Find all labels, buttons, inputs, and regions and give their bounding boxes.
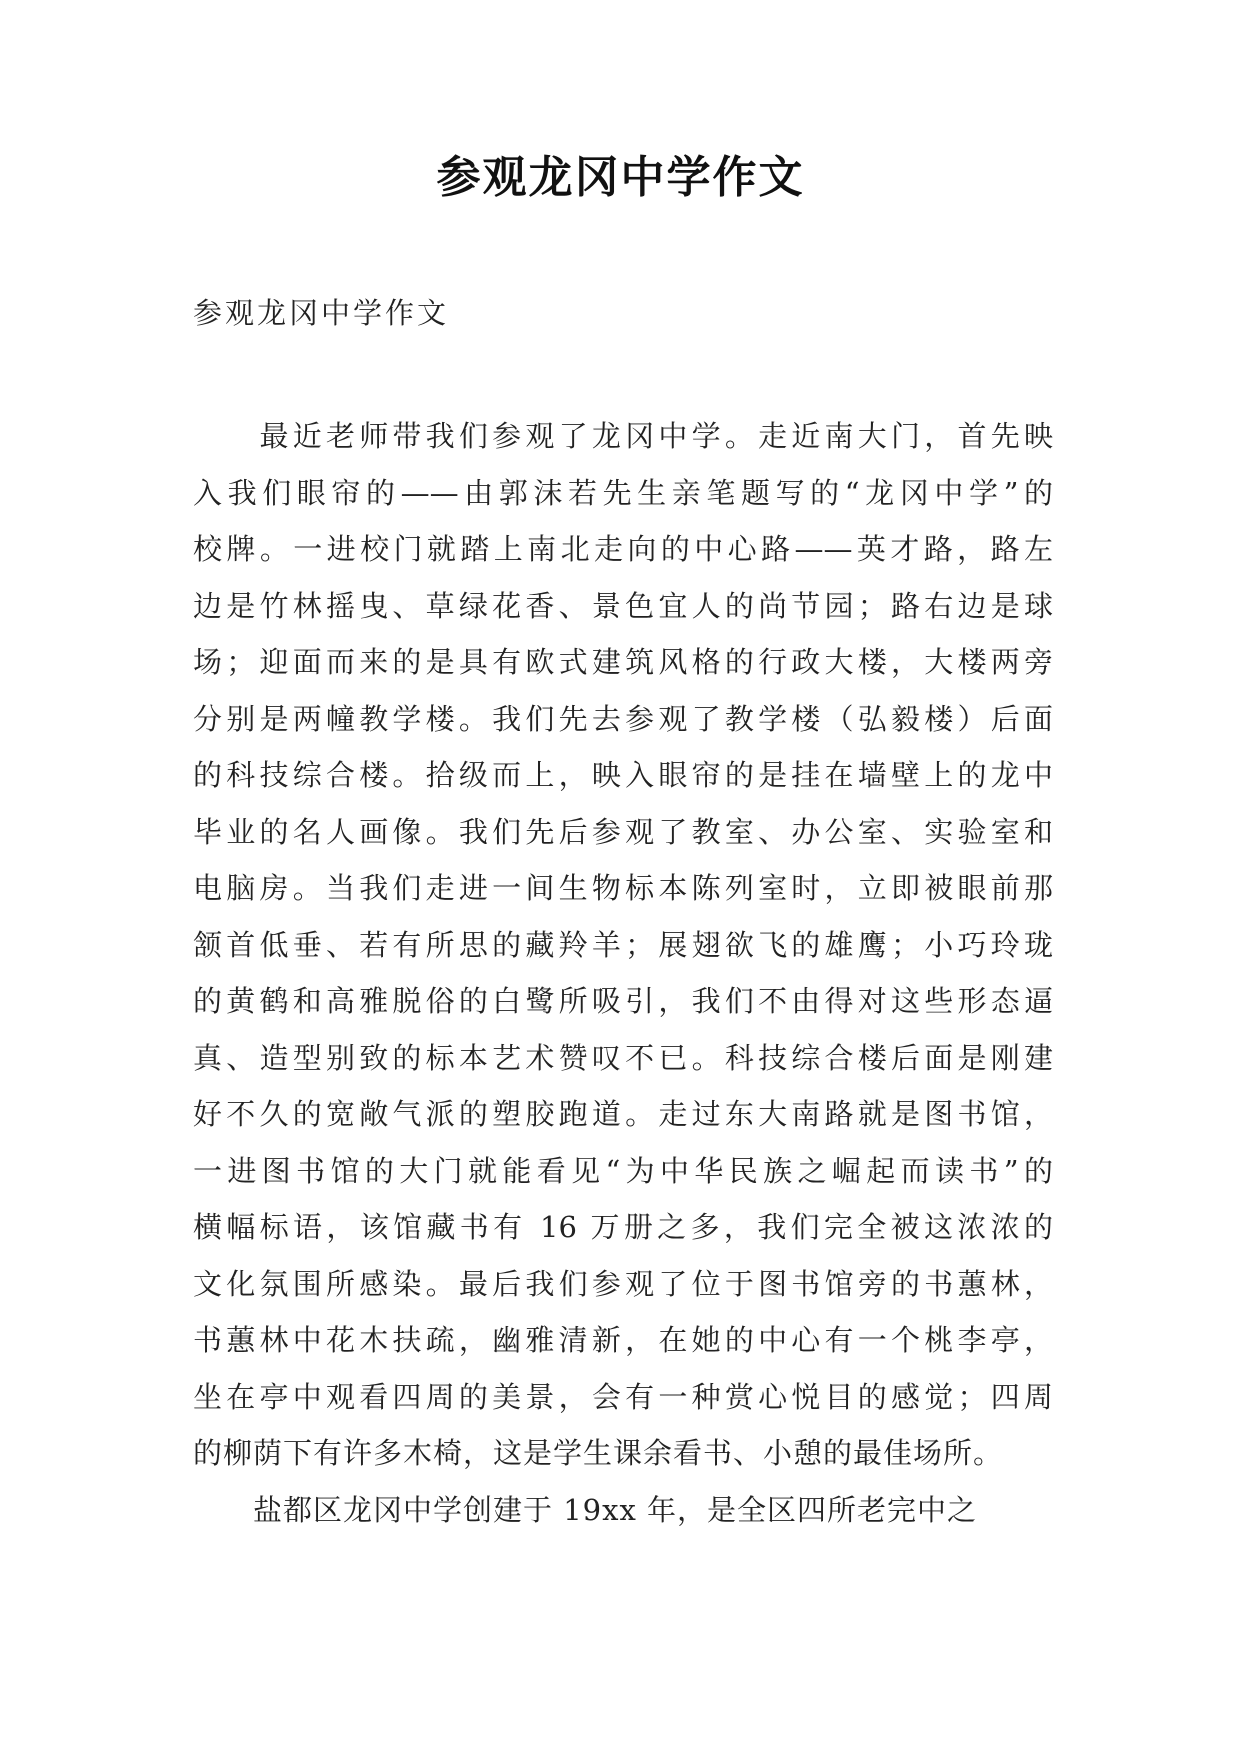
paragraph-1-line: 毕业的名人画像。我们先后参观了教室、办公室、实验室和 (193, 814, 1053, 849)
page-title: 参观龙冈中学作文 (436, 152, 805, 203)
paragraph-1-line: 的黄鹤和高雅脱俗的白鹭所吸引，我们不由得对这些形态逼 (193, 984, 1053, 1018)
body-text (193, 408, 1053, 1538)
paragraph-1-line: 真、造型别致的标本艺术赞叹不已。科技综合楼后面是刚建 (193, 1040, 1053, 1075)
document-subtitle: 参观龙冈中学作文 (193, 296, 450, 330)
paragraph-1-line: 好不久的宽敞气派的塑胶跑道。走过东大南路就是图书馆， (193, 1097, 1053, 1131)
paragraph-2-line: 盐都区龙冈中学创建于 19xx 年，是全区四所老完中之 (193, 1492, 978, 1527)
paragraph-1-line: 坐在亭中观看四周的美景，会有一种赏心悦目的感觉；四周 (193, 1379, 1053, 1414)
paragraph-1-line: 分别是两幢教学楼。我们先去参观了教学楼（弘毅楼）后面 (193, 701, 1053, 736)
paragraph-1-line: 的科技综合楼。拾级而上，映入眼帘的是挂在墙壁上的龙中 (193, 758, 1053, 792)
paragraph-1-line: 边是竹林摇曳、草绿花香、景色宜人的尚节园；路右边是球 (193, 588, 1053, 623)
paragraph-1-line: 的柳荫下有许多木椅，这是学生课余看书、小憩的最佳场所。 (193, 1436, 1004, 1470)
paragraph-1-line: 电脑房。当我们走进一间生物标本陈列室时，立即被眼前那 (193, 871, 1053, 905)
paragraph-1-line: 横幅标语，该馆藏书有 16 万册之多，我们完全被这浓浓的 (193, 1210, 1053, 1244)
paragraph-1-line: 书蕙林中花木扶疏，幽雅清新，在她的中心有一个桃李亭， (193, 1323, 1053, 1357)
paragraph-1-line: 最近老师带我们参观了龙冈中学。走近南大门，首先映 (193, 419, 1053, 453)
paragraph-1-line: 入我们眼帘的——由郭沫若先生亲笔题写的“龙冈中学”的 (193, 475, 1053, 510)
paragraph-1-line: 一进图书馆的大门就能看见“为中华民族之崛起而读书”的 (193, 1153, 1053, 1188)
paragraph-1-line: 校牌。一进校门就踏上南北走向的中心路——英才路，路左 (193, 532, 1053, 566)
paragraph-1-line: 文化氛围所感染。最后我们参观了位于图书馆旁的书蕙林， (193, 1266, 1053, 1301)
paragraph-1-line: 场；迎面而来的是具有欧式建筑风格的行政大楼，大楼两旁 (193, 645, 1053, 679)
paragraph-1-line: 颔首低垂、若有所思的藏羚羊；展翅欲飞的雄鹰；小巧玲珑 (193, 927, 1053, 962)
